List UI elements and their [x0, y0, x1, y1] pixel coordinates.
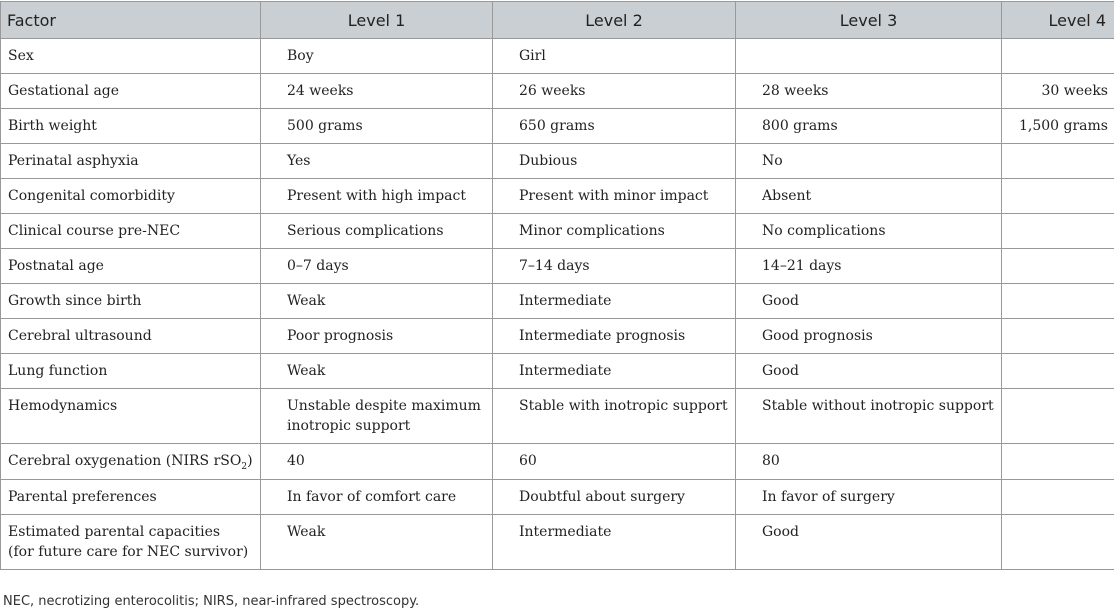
level-2-cell: Doubtful about surgery [519, 489, 685, 505]
factor-cell: Perinatal asphyxia [8, 153, 139, 169]
factor-cell: Postnatal age [8, 258, 104, 274]
factor-cell: Parental preferences [8, 489, 157, 505]
table-row [1, 480, 1114, 515]
factor-cell: Cerebral ultrasound [8, 328, 152, 344]
level-1-cell: 0–7 days [287, 258, 349, 274]
level-4-cell [1008, 444, 1108, 451]
header-level-2: Level 2 [493, 2, 736, 39]
level-1-cell: Present with high impact [287, 188, 466, 204]
header-level-4: Level 4 [1002, 2, 1114, 39]
level-3-cell: Good [762, 524, 800, 540]
level-2-cell: Dubious [519, 153, 578, 169]
level-3-cell: No [762, 153, 783, 169]
header-row [1, 2, 1114, 39]
factor-cell: Congenital comorbidity [8, 188, 175, 204]
level-1-line: Unstable despite maximum [287, 398, 481, 414]
level-1-cell: Yes [287, 153, 311, 169]
factor-cell: Lung function [8, 363, 108, 379]
level-1-cell [267, 389, 486, 436]
table-row [1, 179, 1114, 214]
level-4-cell [1008, 179, 1108, 186]
table-row [1, 284, 1114, 319]
level-3-cell: Absent [762, 188, 812, 204]
level-2-cell: Intermediate [519, 524, 612, 540]
table-row [1, 249, 1114, 284]
level-1-cell: 24 weeks [287, 83, 354, 99]
level-2-cell: Present with minor impact [519, 188, 709, 204]
level-1-cell: Serious complications [287, 223, 444, 239]
level-2-cell: Minor complications [519, 223, 665, 239]
level-4-cell [1008, 284, 1108, 291]
level-1-cell: Weak [287, 524, 326, 540]
level-1-cell: Weak [287, 363, 326, 379]
level-2-cell: Intermediate [519, 293, 612, 309]
factor-cell: Birth weight [8, 118, 97, 134]
level-4-cell [1008, 480, 1108, 487]
factor-cell [7, 444, 254, 477]
level-2-cell: Girl [519, 48, 546, 64]
level-1-cell: Boy [287, 48, 314, 64]
level-1-cell: Weak [287, 293, 326, 309]
factor-line: (for future care for NEC survivor) [8, 544, 249, 560]
table-row [1, 39, 1114, 74]
level-2-cell: Intermediate prognosis [519, 328, 686, 344]
level-3-cell: No complications [762, 223, 886, 239]
level-3-cell: 14–21 days [762, 258, 842, 274]
factor-cell: Sex [8, 48, 34, 64]
table-row [1, 354, 1114, 389]
level-1-cell: Poor prognosis [287, 328, 394, 344]
level-2-cell: Intermediate [519, 363, 612, 379]
factor-cell: Gestational age [8, 83, 120, 99]
level-3-cell: Stable without inotropic support [762, 398, 994, 414]
level-4-cell [1008, 144, 1108, 151]
level-2-cell: Stable with inotropic support [519, 398, 728, 414]
factor-line: Estimated parental capacities [8, 524, 221, 540]
level-2-cell: 650 grams [519, 118, 595, 134]
table-row [1, 444, 1114, 480]
level-3-cell [742, 39, 995, 46]
table-row [1, 214, 1114, 249]
level-4-cell [1008, 214, 1108, 221]
level-4-cell [1008, 354, 1108, 361]
factor-cell: Clinical course pre-NEC [8, 223, 181, 239]
header-level-1: Level 1 [261, 2, 493, 39]
level-3-cell: In favor of surgery [762, 489, 895, 505]
level-2-cell: 60 [519, 453, 537, 469]
level-3-cell: 80 [762, 453, 780, 469]
factor-cell [7, 515, 254, 562]
factor-cell: Growth since birth [8, 293, 142, 309]
level-3-cell: Good [762, 363, 800, 379]
level-4-cell [1008, 515, 1108, 522]
level-3-cell: Good [762, 293, 800, 309]
factor-text-end: ) [247, 453, 253, 469]
table-row [1, 515, 1114, 570]
level-1-cell: In favor of comfort care [287, 489, 457, 505]
level-4-cell [1008, 249, 1108, 256]
level-4-cell: 30 weeks [1041, 83, 1108, 99]
table-row [1, 74, 1114, 109]
level-4-cell: 1,500 grams [1019, 118, 1108, 134]
factor-cell: Hemodynamics [8, 398, 118, 414]
header-factor: Factor [1, 2, 261, 39]
level-2-cell: 7–14 days [519, 258, 590, 274]
level-3-cell: 800 grams [762, 118, 838, 134]
level-1-cell: 500 grams [287, 118, 363, 134]
level-4-cell [1008, 319, 1108, 326]
header-level-3: Level 3 [736, 2, 1002, 39]
factor-level-table [0, 1, 1114, 570]
level-3-cell: Good prognosis [762, 328, 873, 344]
table-footnote: NEC, necrotizing enterocolitis; NIRS, near-infrared spectroscopy. [3, 594, 420, 609]
level-1-cell: 40 [287, 453, 305, 469]
table-row [1, 389, 1114, 444]
factor-text: Cerebral oxygenation (NIRS rSO [8, 453, 242, 469]
level-3-cell: 28 weeks [762, 83, 829, 99]
level-2-cell: 26 weeks [519, 83, 586, 99]
level-4-cell [1008, 39, 1108, 46]
table-row [1, 144, 1114, 179]
table-row [1, 109, 1114, 144]
level-4-cell [1008, 389, 1108, 396]
factor-subscript: 2 [241, 461, 248, 472]
level-1-line: inotropic support [287, 418, 411, 434]
table-row [1, 319, 1114, 354]
